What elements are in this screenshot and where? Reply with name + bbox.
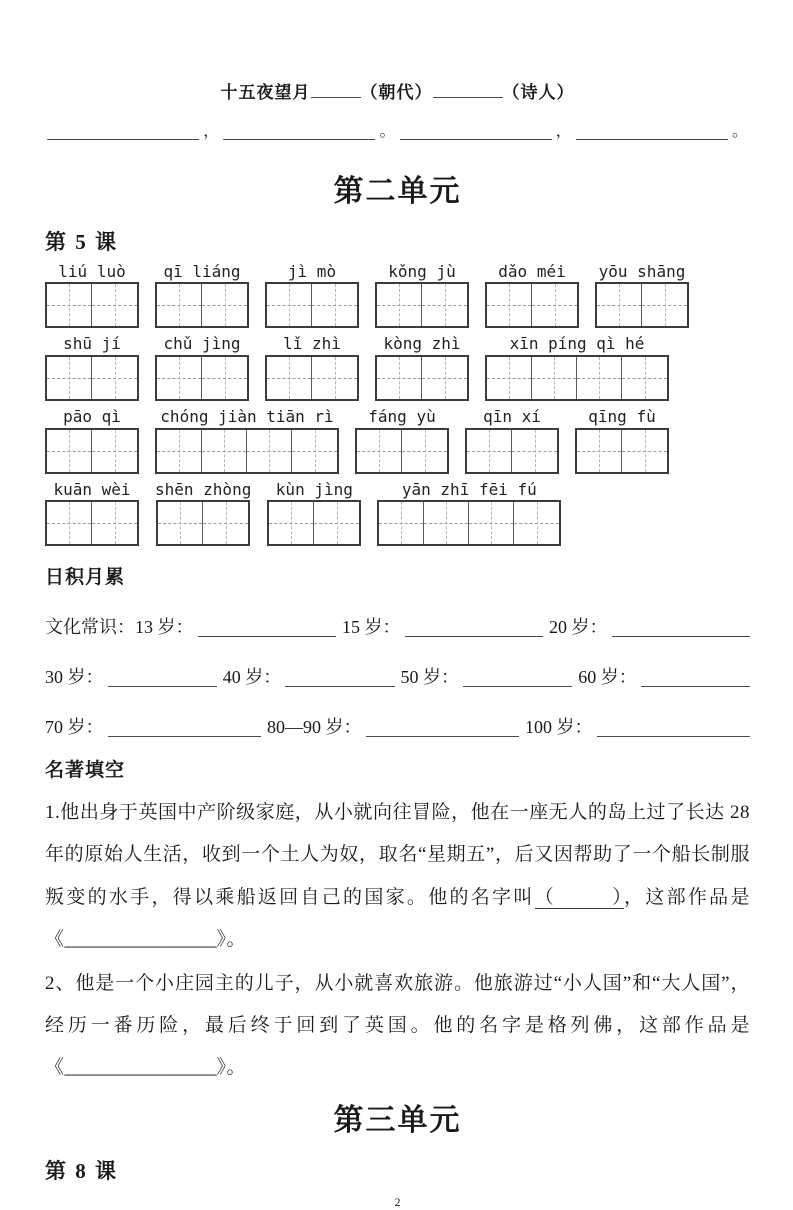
writing-cell bbox=[577, 430, 622, 472]
writing-cell bbox=[157, 284, 202, 326]
writing-cell bbox=[247, 430, 292, 472]
pinyin-word bbox=[355, 408, 449, 474]
writing-cell bbox=[269, 502, 314, 544]
unit3-heading: 第三单元 bbox=[333, 1104, 462, 1138]
writing-grid bbox=[267, 500, 361, 546]
writing-cell bbox=[202, 284, 247, 326]
book-title-blank: ________________ bbox=[64, 928, 217, 950]
poem-title-text: 十五夜望月 bbox=[220, 83, 311, 102]
writing-grid bbox=[45, 282, 139, 328]
age-label: 15 岁： bbox=[342, 617, 401, 638]
age-label: 70 岁： bbox=[45, 717, 104, 738]
pinyin-word bbox=[155, 263, 249, 329]
writing-grid bbox=[45, 500, 139, 546]
writing-cell bbox=[158, 502, 203, 544]
pinyin-word bbox=[155, 335, 249, 401]
writing-grid bbox=[485, 355, 669, 401]
poet-blank-line bbox=[433, 80, 503, 98]
pinyin-word bbox=[375, 263, 469, 329]
pinyin-label: liú luò bbox=[58, 261, 126, 281]
pinyin-word bbox=[155, 408, 339, 474]
pinyin-word-row-4 bbox=[45, 481, 750, 547]
age-label: 20 岁： bbox=[549, 617, 608, 638]
answer-blank-line bbox=[400, 123, 552, 140]
writing-grid bbox=[375, 355, 469, 401]
poem-fill-line bbox=[45, 78, 750, 103]
question1-text: 》。 bbox=[216, 928, 247, 950]
pinyin-word bbox=[155, 481, 251, 547]
writing-cell bbox=[292, 430, 337, 472]
culture-knowledge-prefix: 文化常识： bbox=[45, 617, 135, 638]
age-blank-line bbox=[285, 668, 394, 687]
pinyin-word bbox=[485, 263, 579, 329]
answer-blank-line bbox=[576, 123, 728, 140]
writing-cell bbox=[422, 284, 467, 326]
writing-cell bbox=[487, 357, 532, 399]
age-label: 13 岁： bbox=[135, 617, 194, 638]
pinyin-label: yōu shāng bbox=[598, 261, 686, 281]
pinyin-label: pāo qì bbox=[63, 406, 121, 426]
writing-cell bbox=[47, 502, 92, 544]
writing-cell bbox=[402, 430, 447, 472]
writing-cell bbox=[202, 430, 247, 472]
pinyin-label: chóng jiàn tiān rì bbox=[160, 406, 334, 426]
period-separator: 。 bbox=[379, 122, 396, 140]
question2-text: 2、他是一个小庄园主的儿子，从小就喜欢旅游。他旅游过“小人国”和“大人国”，经历一番历险，最后终于回到了英国。他的名字是格列佛，这部作品是《 bbox=[45, 972, 750, 1079]
writing-grid bbox=[375, 282, 469, 328]
writing-grid bbox=[377, 500, 561, 546]
mingzhu-tiankong-heading: 名著填空 bbox=[45, 760, 126, 782]
writing-cell bbox=[467, 430, 512, 472]
writing-grid bbox=[156, 500, 250, 546]
famous-book-question-2 bbox=[45, 963, 750, 1090]
writing-cell bbox=[267, 284, 312, 326]
lesson5-heading: 第 5 课 bbox=[45, 229, 118, 254]
writing-cell bbox=[92, 430, 137, 472]
pinyin-word bbox=[45, 408, 139, 474]
unit2-heading: 第二单元 bbox=[333, 174, 462, 208]
pinyin-label: dǎo méi bbox=[498, 261, 566, 281]
writing-cell bbox=[203, 502, 248, 544]
writing-cell bbox=[597, 284, 642, 326]
writing-cell bbox=[512, 430, 557, 472]
page-number: 2 bbox=[394, 1195, 401, 1210]
writing-cell bbox=[424, 502, 469, 544]
writing-cell bbox=[422, 357, 467, 399]
writing-grid bbox=[355, 428, 449, 474]
age-line-2 bbox=[45, 663, 750, 689]
pinyin-label: kùn jìng bbox=[275, 479, 353, 499]
answer-blank-line bbox=[223, 123, 375, 140]
writing-cell bbox=[92, 284, 137, 326]
pinyin-word bbox=[485, 335, 669, 401]
pinyin-label: xīn píng qì hé bbox=[509, 334, 645, 354]
writing-grid bbox=[465, 428, 559, 474]
pinyin-label: chǔ jìng bbox=[163, 334, 241, 354]
pinyin-label: fáng yù bbox=[368, 406, 436, 426]
period-separator: 。 bbox=[731, 122, 748, 140]
book-title-blank: ________________ bbox=[64, 1057, 217, 1079]
writing-grid bbox=[155, 428, 339, 474]
pinyin-label: qīn xí bbox=[483, 406, 541, 426]
writing-grid bbox=[595, 282, 689, 328]
writing-cell bbox=[377, 284, 422, 326]
writing-cell bbox=[622, 357, 667, 399]
writing-cell bbox=[514, 502, 559, 544]
age-blank-line bbox=[641, 668, 750, 687]
writing-grid bbox=[575, 428, 669, 474]
pinyin-label: yān zhī fēi fú bbox=[401, 479, 537, 499]
pinyin-word-row-2 bbox=[45, 335, 750, 401]
pinyin-word-row-3 bbox=[45, 408, 750, 474]
age-blank-line bbox=[405, 618, 544, 637]
writing-cell bbox=[267, 357, 312, 399]
writing-cell bbox=[157, 357, 202, 399]
pinyin-label: qīng fù bbox=[588, 406, 656, 426]
pinyin-word bbox=[377, 481, 561, 547]
age-blank-line bbox=[612, 618, 751, 637]
writing-cell bbox=[47, 430, 92, 472]
writing-grid bbox=[265, 282, 359, 328]
question2-text: 》。 bbox=[216, 1057, 247, 1079]
pinyin-word bbox=[375, 335, 469, 401]
age-label: 60 岁： bbox=[578, 667, 637, 688]
famous-book-question-1 bbox=[45, 792, 750, 961]
pinyin-word-row-1 bbox=[45, 263, 750, 329]
writing-cell bbox=[532, 357, 577, 399]
writing-cell bbox=[47, 284, 92, 326]
pinyin-word bbox=[45, 481, 139, 547]
riji-yuelei-heading: 日积月累 bbox=[45, 567, 126, 589]
writing-cell bbox=[642, 284, 687, 326]
pinyin-word bbox=[595, 263, 689, 329]
pinyin-label: jì mò bbox=[287, 261, 337, 281]
writing-grid bbox=[265, 355, 359, 401]
writing-grid bbox=[485, 282, 579, 328]
writing-cell bbox=[487, 284, 532, 326]
writing-cell bbox=[357, 430, 402, 472]
writing-cell bbox=[532, 284, 577, 326]
pinyin-word bbox=[45, 335, 139, 401]
age-blank-line bbox=[463, 668, 572, 687]
pinyin-label: qī liáng bbox=[163, 261, 241, 281]
writing-cell bbox=[379, 502, 424, 544]
writing-cell bbox=[312, 357, 357, 399]
age-blank-line bbox=[108, 668, 217, 687]
writing-grid bbox=[45, 355, 139, 401]
pinyin-label: kǒng jù bbox=[388, 261, 456, 281]
writing-cell bbox=[469, 502, 514, 544]
poet-label: （诗人） bbox=[502, 83, 575, 102]
writing-cell bbox=[577, 357, 622, 399]
writing-cell bbox=[92, 502, 137, 544]
pinyin-word bbox=[265, 335, 359, 401]
poem-answer-blanks bbox=[45, 123, 750, 140]
writing-cell bbox=[377, 357, 422, 399]
writing-cell bbox=[314, 502, 359, 544]
age-line-3 bbox=[45, 713, 750, 739]
age-line-1 bbox=[45, 613, 750, 639]
pinyin-label: kòng zhì bbox=[383, 334, 461, 354]
pinyin-word bbox=[265, 263, 359, 329]
age-blank-line bbox=[366, 718, 520, 737]
pinyin-word bbox=[575, 408, 669, 474]
comma-separator: ， bbox=[555, 122, 572, 140]
writing-cell bbox=[202, 357, 247, 399]
pinyin-label: lǐ zhì bbox=[283, 334, 341, 354]
dynasty-blank-line bbox=[311, 80, 361, 98]
age-label: 40 岁： bbox=[222, 667, 282, 688]
question1-text: ，这部作品是《 bbox=[45, 886, 750, 950]
pinyin-label: kuān wèi bbox=[53, 479, 131, 499]
age-blank-line bbox=[198, 618, 337, 637]
writing-cell bbox=[47, 357, 92, 399]
comma-separator: ， bbox=[203, 122, 220, 140]
age-label: 30 岁： bbox=[45, 667, 104, 688]
pinyin-label: shū jí bbox=[63, 334, 121, 354]
age-blank-line bbox=[597, 718, 751, 737]
name-blank: （ ） bbox=[534, 886, 625, 908]
pinyin-word bbox=[45, 263, 139, 329]
writing-cell bbox=[92, 357, 137, 399]
age-blank-line bbox=[108, 718, 262, 737]
lesson8-heading: 第 8 课 bbox=[45, 1159, 118, 1184]
writing-cell bbox=[157, 430, 202, 472]
pinyin-word bbox=[465, 408, 559, 474]
age-label: 50 岁： bbox=[400, 667, 459, 688]
pinyin-label: shēn zhòng bbox=[155, 479, 252, 499]
writing-grid bbox=[155, 282, 249, 328]
writing-cell bbox=[312, 284, 357, 326]
writing-grid bbox=[155, 355, 249, 401]
age-label: 100 岁： bbox=[525, 717, 593, 738]
writing-cell bbox=[622, 430, 667, 472]
answer-blank-line bbox=[47, 123, 199, 140]
dynasty-label: （朝代） bbox=[360, 83, 433, 102]
pinyin-word bbox=[267, 481, 361, 547]
writing-grid bbox=[45, 428, 139, 474]
question1-text: 1.他出身于英国中产阶级家庭，从小就向往冒险，他在一座无人的岛上过了长达 28 年的原始人生活，收到一个土人为奴，取名“星期五”，后又因帮助了一个船长制服叛变的水手，得以乘船返回自己的国家。他的名字叫 bbox=[45, 802, 750, 908]
age-label: 80—90 岁： bbox=[267, 717, 362, 738]
